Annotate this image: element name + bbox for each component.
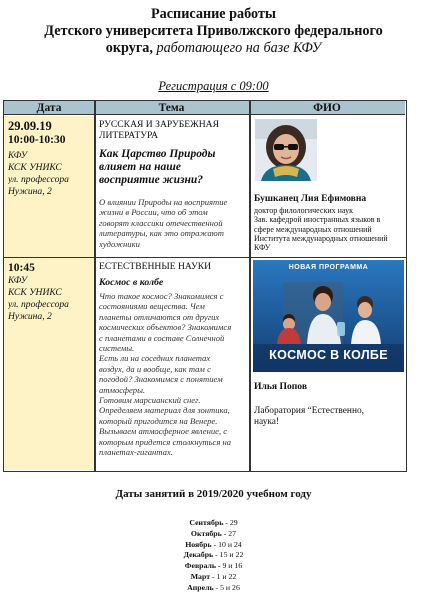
desc-line: Определяем материал для зонтика, (99, 405, 230, 416)
lecturer-1-position (254, 206, 406, 252)
lab-line-1: Лаборатория “Естественно, (254, 406, 365, 416)
header-topic: Тема (94, 101, 249, 115)
promo-image (253, 260, 404, 372)
row-1-date: 29.09.19 (8, 119, 52, 133)
lecturer-2-name: Илья Попов (254, 381, 308, 392)
desc-line: воздух, да и вообще, как там с (99, 363, 211, 374)
desc-line: Что такое космос? Знакомимся с (99, 291, 224, 301)
row-2-date-cell (8, 261, 92, 323)
dates-title: Даты занятий в 2019/2020 учебном году (115, 488, 312, 500)
days-value: - 27 (223, 528, 237, 538)
desc-line: О влиянии Природы на восприятие (99, 197, 228, 207)
row-2-topic-cell (99, 261, 248, 458)
lecturer-1-portrait-icon (255, 119, 317, 181)
days-value: - 29 (225, 518, 238, 527)
row-1-date-cell (8, 119, 92, 198)
desc-line: Вызываем атмосферное явление, с (99, 426, 228, 437)
desc-line: жизни в России, что об этом (99, 207, 208, 218)
row-2-org: КФУ (8, 275, 28, 286)
row-1-address-2: Нужина, 2 (8, 186, 52, 197)
page-title-line-3 (10, 40, 417, 57)
header-person: ФИО (249, 101, 405, 115)
desc-line: погодой? Знакомимся с понятием (99, 374, 223, 385)
month-label: Сентябрь (189, 518, 224, 527)
desc-line: которым придется столкнуться на (99, 436, 232, 447)
desc-line: Готовим марсианский снег. (99, 395, 201, 406)
dates-item (0, 529, 427, 540)
desc-line: литературы, как это отражают (99, 228, 224, 239)
row-2-address-2: Нужина, 2 (8, 311, 52, 322)
lecturer-1-photo (255, 119, 317, 181)
dates-item (0, 540, 427, 551)
page-title-line-1: Расписание работы (150, 6, 276, 22)
desc-line: который пригодится на Венере. (99, 415, 218, 426)
promo-title: КОСМОС В КОЛБЕ (269, 348, 388, 362)
row-1-lecture-3: восприятие жизни? (99, 174, 203, 186)
row-1-description (99, 197, 247, 249)
month-label: Ноябрь (185, 539, 212, 549)
page-title-line-3-italic: работающего на базе КФУ (156, 40, 322, 56)
month-label: Март (190, 571, 211, 581)
lab-line-2: наука! (254, 417, 280, 427)
row-2-topic-1: ЕСТЕСТВЕННЫЕ НАУКИ (99, 261, 212, 272)
days-value: - 1 и 22 (211, 571, 237, 581)
row-2-time: 10:45 (8, 262, 35, 274)
position-line: КФУ (254, 243, 271, 253)
month-label: Апрель (187, 582, 214, 592)
month-label: Февраль (184, 561, 216, 571)
position-line: доктор филологических наук (254, 206, 353, 215)
desc-line: космических объектов? Знакомимся (99, 322, 232, 333)
desc-line: Есть ли на соседних планетах (99, 353, 211, 364)
dates-list (0, 518, 427, 594)
row-1-lecture-1: Как Царство Природы (99, 148, 216, 160)
days-value: - 15 и 22 (215, 550, 244, 560)
row-1-org: КФУ (8, 150, 28, 161)
desc-line: планетах-гигантах. (99, 447, 173, 458)
days-value: - 5 и 26 (215, 582, 240, 592)
schedule-table (3, 100, 407, 472)
dates-item (0, 561, 427, 572)
desc-line: художники (99, 238, 140, 249)
desc-line: планеты отличаются от других (99, 311, 220, 322)
row-1-person-cell (254, 193, 406, 252)
row-2-description (99, 291, 248, 458)
promo-top-label: НОВАЯ ПРОГРАММА (288, 264, 369, 271)
position-line: Зав. кафедрой иностранных языков в (254, 215, 381, 225)
header-date: Дата (4, 101, 94, 115)
position-line: Института международных отношений (254, 233, 388, 243)
row-1-topic-1: РУССКАЯ И ЗАРУБЕЖНАЯ (99, 119, 219, 130)
month-label: Октябрь (190, 528, 222, 538)
dates-item (0, 550, 427, 561)
row-2-person-cell (254, 381, 406, 428)
desc-line: состояниями вещества. Чем (99, 301, 205, 312)
dates-item (0, 572, 427, 583)
dates-item (0, 583, 427, 594)
column-divider (249, 101, 251, 471)
desc-line: с планетами в составе Солнечной (99, 332, 225, 343)
row-2-lecture: Космос в колбе (99, 277, 164, 288)
position-line: сфере международных отношений (254, 224, 372, 234)
row-2-venue: КСК УНИКС (8, 287, 62, 298)
row-divider (4, 257, 406, 259)
column-divider (94, 101, 96, 471)
month-label: Декабрь (183, 550, 214, 560)
page-title-line-2: Детского университета Приволжского федерального (44, 23, 383, 39)
registration-note (0, 79, 427, 94)
row-1-topic-2: ЛИТЕРАТУРА (99, 130, 159, 141)
row-2-address-1: ул. профессора (8, 299, 69, 310)
row-1-lecture-2: влияет на наше (99, 161, 181, 173)
days-value: - 10 и 24 (213, 539, 242, 549)
row-1-address-1: ул. профессора (8, 174, 69, 185)
row-1-time: 10:00-10:30 (8, 134, 66, 146)
lecturer-1-name: Бушканец Лия Ефимовна (254, 193, 367, 204)
row-1-topic-cell (99, 119, 247, 249)
registration-text: Регистрация с 09:00 (158, 79, 269, 93)
dates-item (0, 518, 427, 529)
row-1-venue: КСК УНИКС (8, 162, 62, 173)
page-title-line-3-bold: округа, (105, 40, 153, 56)
desc-line: системы. (99, 343, 135, 354)
desc-line: говорят классики отечественной (99, 217, 223, 228)
days-value: - 9 и 16 (217, 561, 243, 571)
desc-line: атмосферы. (99, 384, 146, 395)
